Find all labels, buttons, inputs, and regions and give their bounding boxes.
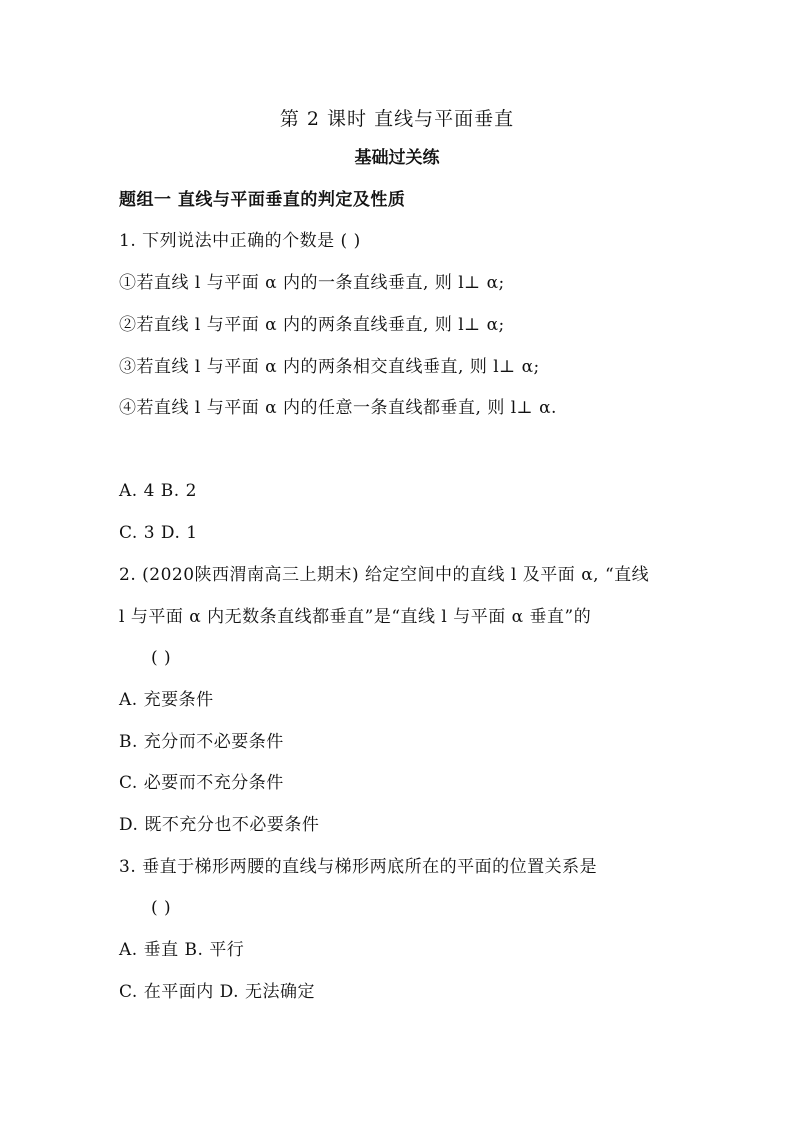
page-subtitle: 基础过关练	[354, 148, 440, 168]
q1-statement-1: ①若直线 l 与平面 α 内的一条直线垂直, 则 l⊥ α;	[119, 273, 505, 293]
q1-options-cd: C. 3 D. 1	[119, 523, 198, 543]
q1-stem: 1. 下列说法中正确的个数是 ( )	[119, 231, 361, 251]
q1-statement-3: ③若直线 l 与平面 α 内的两条相交直线垂直, 则 l⊥ α;	[119, 357, 540, 377]
q3-stem: 3. 垂直于梯形两腰的直线与梯形两底所在的平面的位置关系是	[119, 857, 598, 877]
q2-option-b: B. 充分而不必要条件	[119, 732, 284, 752]
q3-answer-paren: ( )	[151, 898, 172, 918]
q2-stem-line2: l 与平面 α 内无数条直线都垂直”是“直线 l 与平面 α 垂直”的	[119, 607, 592, 627]
q3-options-ab: A. 垂直 B. 平行	[119, 940, 245, 960]
q1-options-ab: A. 4 B. 2	[119, 481, 197, 501]
page-title: 第 2 课时 直线与平面垂直	[279, 108, 515, 130]
q2-option-d: D. 既不充分也不必要条件	[119, 815, 320, 835]
q2-option-a: A. 充要条件	[119, 690, 214, 710]
q2-option-c: C. 必要而不充分条件	[119, 773, 284, 793]
section-heading: 题组一 直线与平面垂直的判定及性质	[119, 190, 406, 210]
q2-answer-paren: ( )	[151, 648, 172, 668]
q1-statement-2: ②若直线 l 与平面 α 内的两条直线垂直, 则 l⊥ α;	[119, 315, 505, 335]
q3-options-cd: C. 在平面内 D. 无法确定	[119, 982, 315, 1002]
q2-stem-line1: 2. (2020陕西渭南高三上期末) 给定空间中的直线 l 及平面 α, “直线	[119, 565, 650, 585]
q1-statement-4: ④若直线 l 与平面 α 内的任意一条直线都垂直, 则 l⊥ α.	[119, 398, 557, 418]
